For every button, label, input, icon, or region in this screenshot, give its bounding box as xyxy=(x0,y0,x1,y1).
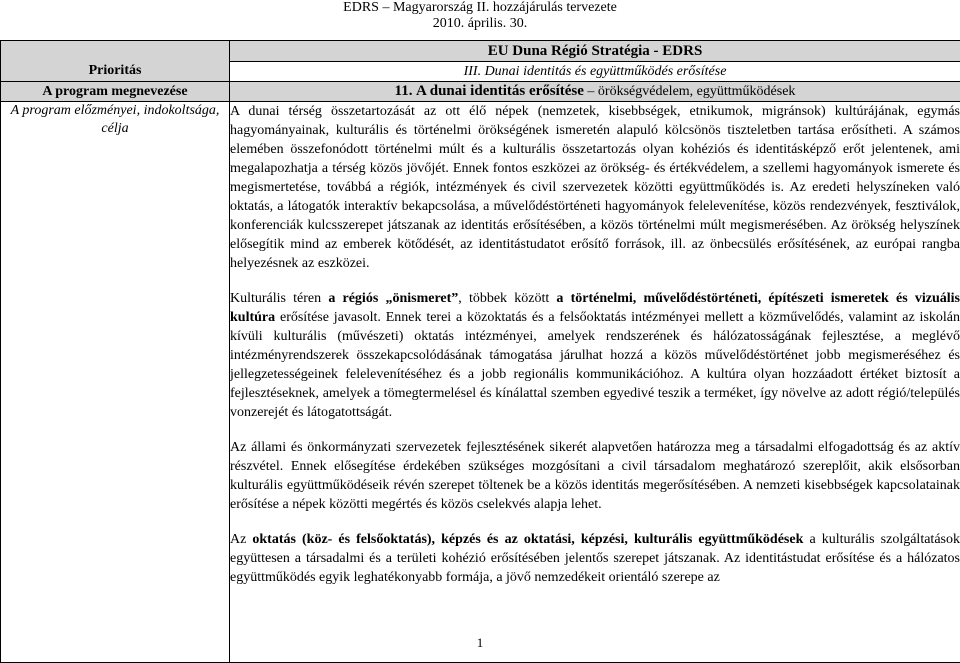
priority-label-text: Prioritás xyxy=(89,63,142,78)
paragraph-2-emphasis-2: a történelmi, művelődéstörténeti, építészeti ismeretek és vizuális kultúra xyxy=(230,291,960,325)
strategy-title: EU Duna Régió Stratégia - EDRS xyxy=(230,41,960,62)
paragraph-4: Az oktatás (köz- és felsőoktatás), képzés és az oktatási, képzési, kulturális együttműködések a kulturális szolgáltatások együttesen a társadalmi és a területi kohézió erősítésében jelentős szerepet játszanak. Az identitástudat erősítése és a hálózatos együttműködés egyik leghatékonyabb formája, a jövő nemzedékeit orientáló szerepe az xyxy=(230,530,960,587)
program-subtitle: – örökségvédelem, együttműködések xyxy=(584,84,796,99)
paragraph-2-emphasis-1: a régiós „önismeret” xyxy=(328,291,458,306)
background-content xyxy=(230,102,960,663)
paragraph-1: A dunai térség összetartozását az ott élő népek (nemzetek, kisebbségek, etnikumok, migránsok) kultúrájának, egymás hagyományainak, kulturális és történelmi örökségének ismeretén alapuló kölcsönös tiszteletben tartása erősítheti. A számos elemében összefonódott történelmi múlt és a kulturális összetartozás olyan kohéziós és identitásképző erőt jelentenek, ami megalapozhatja a térség közös jövőjét. Ennek fontos eszközei az örökség- és értékvédelem, a szellemi hagyományok ismerete és megismertetése, továbbá a régiók, intézmények és civil szervezetek közötti együttműködés is. Az eredeti helyszíneken való oktatás, a látogatók interaktív bekapcsolása, a művelődéstörténeti hagyományok felelevenítése, közös rendezvények, fesztiválok, konferenciák kulcsszerepet játszanak az identitás erősítésében, a közös történelmi múlt megismerésében. Az örökség helyszínek elősegítik mind az emberek kötődését, az identitástudatot erősítő források, ill. az önbecsülés erősítésének, az európai rangba helyezésnek az eszközei. xyxy=(230,102,960,273)
row-background xyxy=(1,102,960,663)
row-program-name xyxy=(1,82,960,102)
paragraph-4-emphasis: oktatás (köz- és felsőoktatás), képzés és az oktatási, képzési, kulturális együttműködések xyxy=(252,532,803,547)
page-number: 1 xyxy=(0,636,960,650)
header-title: EDRS – Magyarország II. hozzájárulás tervezete xyxy=(0,0,960,16)
header-date: 2010. április. 30. xyxy=(0,16,960,32)
program-title: A dunai identitás erősítése xyxy=(416,83,584,99)
program-name-label: A program megnevezése xyxy=(1,82,230,102)
paragraph-3: Az állami és önkormányzati szervezetek fejlesztésének sikerét alapvetően határozza meg a társadalmi elfogadottság és az aktív részvétel. Ennek elősegítése érdekében szükséges mozgósítani a civil társadalom meghatározó szereplőit, akik elsősorban kulturális együttműködéseik révén szerepet töltenek be a közös identitás megerősítésében. A nemzeti kisebbségek kapcsolatainak erősítése a népek közötti megértés és közös cselekvés alapja lehet. xyxy=(230,438,960,514)
background-label xyxy=(1,102,230,663)
program-number: 11. xyxy=(395,83,413,99)
priority-label xyxy=(1,41,230,82)
background-label-text: A program előzményei, indokoltsága, célja xyxy=(11,103,220,136)
row-strategy xyxy=(1,41,960,62)
paragraph-2: Kulturális téren a régiós „önismeret”, többek között a történelmi, művelődéstörténeti, építészeti ismeretek és vizuális kultúra erősítése javasolt. Ennek terei a közoktatás és a felsőoktatás intézményei mellett a közművelődés, valamint az iskolán kívüli kulturális (művészeti) oktatás intézményei, amelyek rendszerének és hálózatosságának fejlesztése, a meglévő intézményrendszerek összekapcsolódásának támogatása járulhat hozzá a közös művelődéstörténet jobb megismeréséhez és jellegzetességeinek felelevenítéséhez és a jobb regionális kommunikációhoz. A kultúra olyan hozzáadott értéket biztosít a fejlesztéseknek, amelyek a tömegtermelésel és kínálattal szemben egyedivé teszik a terméket, így növelve az adott régió/település vonzerejét és látogatottságát. xyxy=(230,289,960,422)
program-table xyxy=(0,40,960,663)
priority-value: III. Dunai identitás és együttműködés erősítése xyxy=(230,62,960,82)
page-header xyxy=(0,0,960,32)
program-name-value xyxy=(230,82,960,102)
